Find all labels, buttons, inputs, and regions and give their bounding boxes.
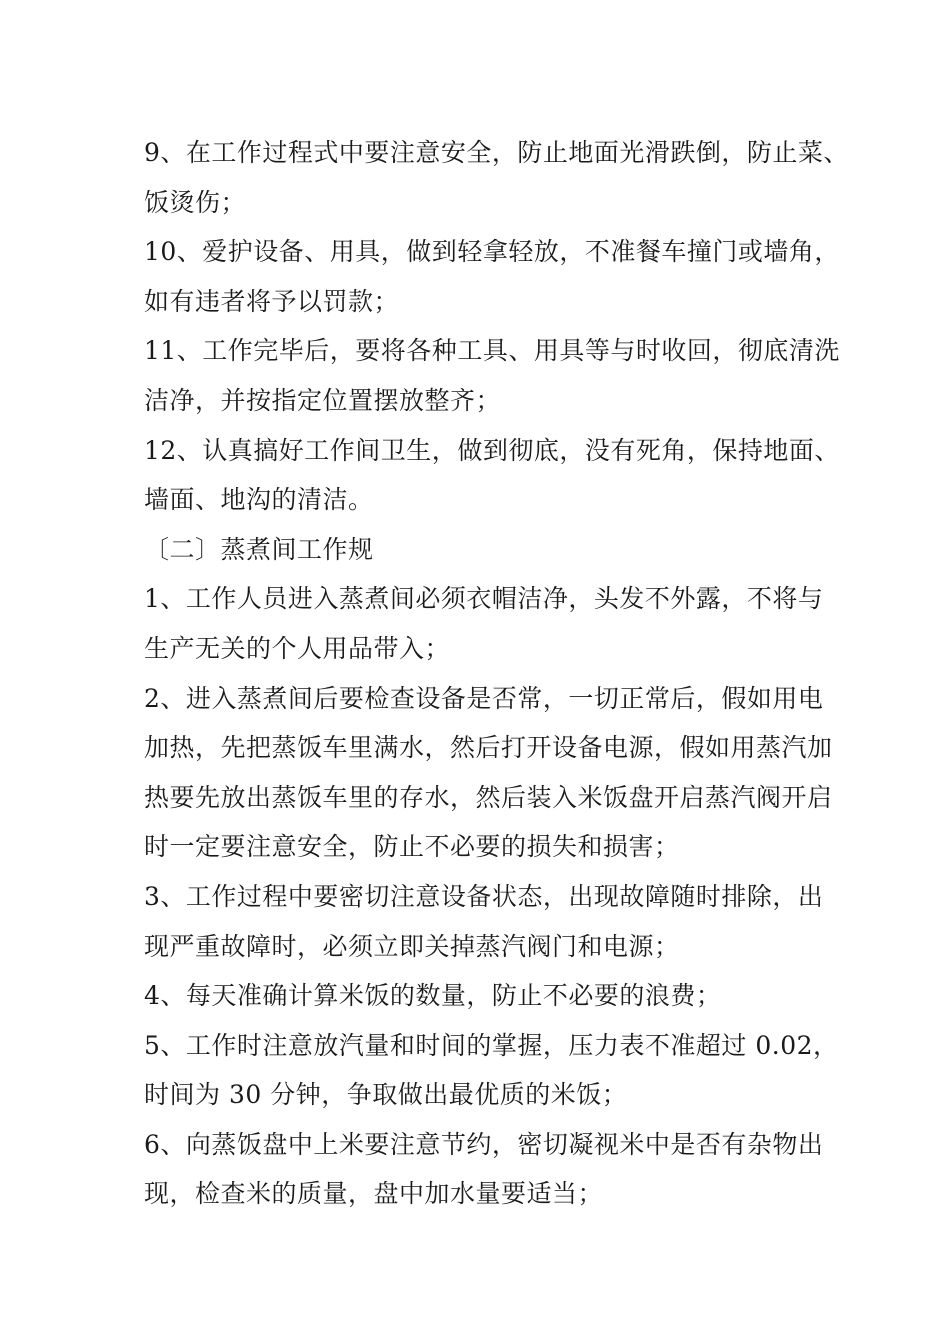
- text-line: 饭烫伤；: [144, 187, 247, 217]
- text-line: 4、每天准确计算米饭的数量，防止不必要的浪费；: [144, 981, 722, 1011]
- text-line: 洁净，并按指定位置摆放整齐；: [144, 385, 502, 415]
- text-line: 加热，先把蒸饭车里满水，然后打开设备电源，假如用蒸汽加: [144, 733, 833, 763]
- text-line: 如有违者将予以罚款；: [144, 286, 400, 316]
- text-line: 1、工作人员进入蒸煮间必须衣帽洁净，头发不外露，不将与: [144, 584, 824, 614]
- text-line: 热要先放出蒸饭车里的存水，然后装入米饭盘开启蒸汽阀开启: [144, 782, 833, 812]
- text-line: 10、爱护设备、用具，做到轻拿轻放，不准餐车撞门或墙角，: [144, 237, 840, 267]
- text-line: 时一定要注意安全，防止不必要的损失和损害；: [144, 832, 680, 862]
- text-line: 生产无关的个人用品带入；: [144, 633, 451, 663]
- text-line: 9、在工作过程式中要注意安全，防止地面光滑跌倒，防止菜、: [144, 138, 849, 167]
- text-line: 时间为 30 分钟，争取做出最优质的米饭；: [144, 1080, 628, 1110]
- text-line: 墙面、地沟的清洁。: [144, 485, 374, 515]
- document-body: [144, 128, 849, 1219]
- text-line: 现，检查米的质量，盘中加水量要适当；: [144, 1179, 604, 1209]
- text-line: 3、工作过程中要密切注意设备状态，出现故障随时排除，出: [144, 881, 824, 911]
- text-line: 5、工作时注意放汽量和时间的掌握，压力表不准超过 0.02，: [144, 1030, 839, 1060]
- text-line: 12、认真搞好工作间卫生，做到彻底，没有死角，保持地面、: [144, 435, 840, 465]
- section-heading: 〔二〕蒸煮间工作规: [144, 534, 374, 564]
- text-line: 现严重故障时，必须立即关掉蒸汽阀门和电源；: [144, 931, 680, 961]
- text-line: 2、进入蒸煮间后要检查设备是否常，一切正常后，假如用电: [144, 683, 824, 713]
- text-line: 11、工作完毕后，要将各种工具、用具等与时收回，彻底清洗: [144, 336, 840, 366]
- text-line: 6、向蒸饭盘中上米要注意节约，密切凝视米中是否有杂物出: [144, 1129, 824, 1159]
